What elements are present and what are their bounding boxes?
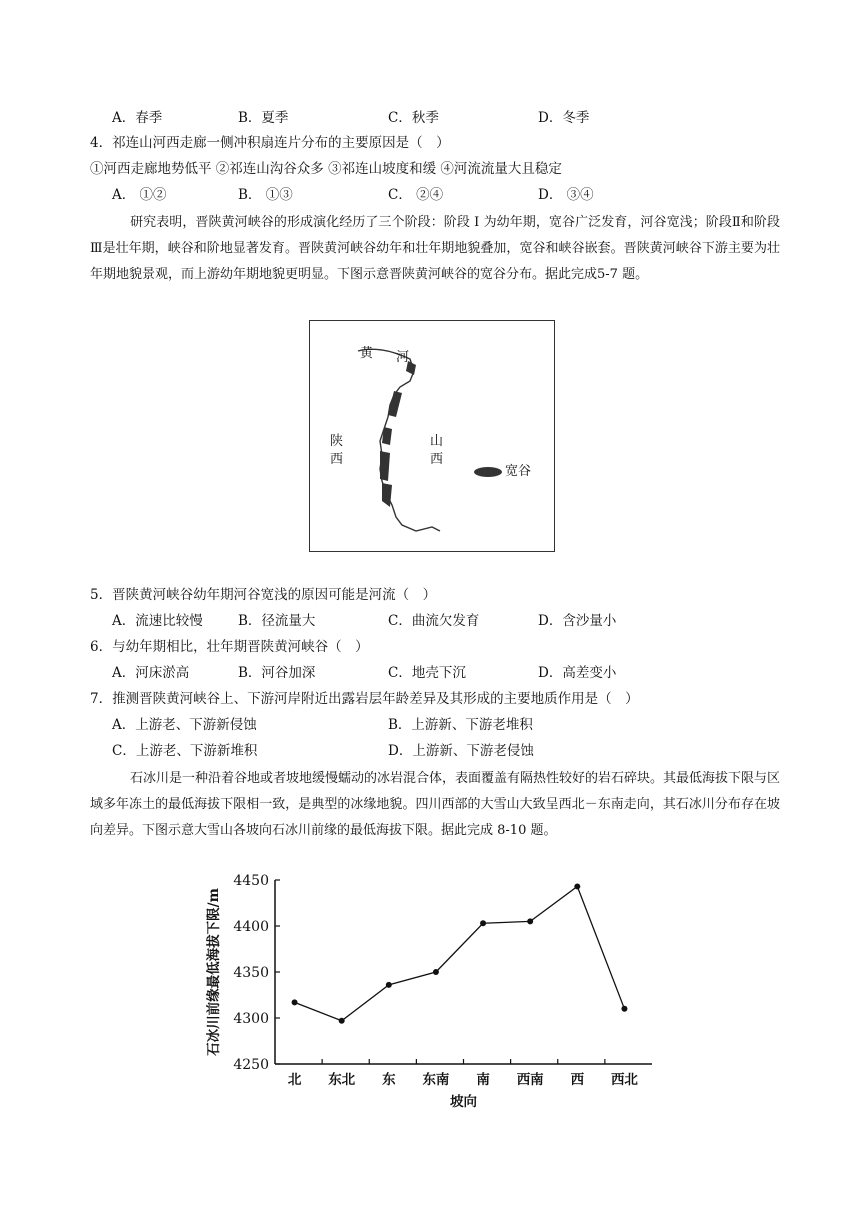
q3-option-d: D．冬季 [538, 110, 590, 126]
legend-swatch [474, 467, 502, 477]
q7-option-c: C．上游老、下游新堆积 [112, 743, 258, 759]
map-label-huang: 黄 [360, 346, 374, 361]
passage-1-text: 研究表明，晋陕黄河峡谷的形成演化经历了三个阶段：阶段 Ⅰ 为幼年期，宽谷广泛发育，河谷宽浅；阶段Ⅱ和阶段Ⅲ是壮年期，峡谷和阶地显著发育。晋陕黄河峡谷幼年和壮年期地貌叠加，宽谷和峡谷嵌套。晋陕黄河峡谷下游主要为壮年期地貌景观，而上游幼年期地貌更明显。下图示意晋陕黄河峡谷的宽谷分布。据此完成5-7 题。 [90, 215, 780, 282]
q4-option-d: D． ③④ [538, 187, 594, 203]
q3-option-a: A．春季 [112, 110, 163, 126]
x-tick-label: 东南 [422, 1072, 450, 1088]
y-tick-label: 4400 [233, 919, 269, 935]
q5-option-b: B．径流量大 [238, 613, 316, 629]
q6-option-c: C．地壳下沉 [388, 665, 466, 681]
q7-option-a: A．上游老、下游新侵蚀 [112, 717, 257, 733]
passage-2-text: 石冰川是一种沿着谷地或者坡地缓慢蠕动的冰岩混合体，表面覆盖有隔热性较好的岩石碎块。其最低海拔下限与区域多年冻土的最低海拔下限相一致，是典型的冰缘地貌。四川西部的大雪山大致呈西北－东南走向，其石冰川分布存在坡向差异。下图示意大雪山各坡向石冰川前缘的最低海拔下限。据此完成 8-10 题。 [90, 771, 781, 838]
map-label-shanxi: 山 西 [430, 434, 444, 467]
y-tick-label: 4250 [233, 1057, 269, 1073]
series-line [295, 886, 625, 1020]
map-label-he: 河 [396, 350, 410, 365]
wide-valley-mid-3 [380, 451, 390, 481]
q6-option-b: B．河谷加深 [238, 665, 316, 681]
x-tick-label: 西北 [610, 1072, 638, 1088]
q4-statements: ①河西走廊地势低平 ②祁连山沟谷众多 ③祁连山坡度和缓 ④河流流量大且稳定 [90, 161, 562, 177]
q4-stem: 4．祁连山河西走廊一侧冲积扇连片分布的主要原因是（ ） [90, 135, 450, 151]
q7-option-d: D．上游新、下游老侵蚀 [388, 743, 534, 759]
data-point [292, 999, 298, 1005]
y-tick-label: 4350 [233, 965, 269, 981]
q3-option-c: C．秋季 [388, 110, 439, 126]
yellow-river-path [358, 349, 440, 531]
q6-stem: 6．与幼年期相比，壮年期晋陕黄河峡谷（ ） [90, 639, 369, 655]
map-label-shaanxi: 陕 西 [330, 434, 344, 467]
q4-option-c: C． ②④ [388, 187, 444, 203]
q6-option-a: A．河床淤高 [112, 665, 190, 681]
q4-option-a: A． ①② [112, 187, 167, 203]
y-tick-label: 4300 [233, 1011, 269, 1027]
y-axis-label: 石冰川前缘最低海拔下限/m [206, 888, 222, 1056]
passage-1 [90, 210, 780, 288]
data-point [386, 982, 392, 988]
q7-option-b: B．上游新、下游老堆积 [388, 717, 533, 733]
q6-option-d: D．高差变小 [538, 665, 617, 681]
q5-stem: 5．晋陕黄河峡谷幼年期河谷宽浅的原因可能是河流（ ） [90, 587, 437, 603]
x-tick-label: 东北 [328, 1072, 356, 1088]
data-point [339, 1018, 345, 1024]
data-point [480, 920, 486, 926]
x-axis-label: 坡向 [450, 1094, 477, 1110]
y-tick-label: 4450 [233, 873, 269, 889]
x-tick-label: 西 [570, 1072, 585, 1088]
x-tick-label: 东 [382, 1072, 396, 1088]
map-legend-label: 宽谷 [505, 464, 532, 479]
q5-option-d: D．含沙量小 [538, 613, 617, 629]
q5-option-a: A．流速比较慢 [112, 613, 203, 629]
passage-2 [90, 766, 780, 844]
q3-option-b: B．夏季 [238, 110, 289, 126]
canyon-map [309, 320, 555, 552]
x-tick-label: 北 [287, 1072, 302, 1088]
rock-glacier-chart [200, 868, 700, 1118]
q7-stem: 7．推测晋陕黄河峡谷上、下游河岸附近出露岩层年龄差异及其形成的主要地质作用是（ ） [90, 691, 639, 707]
x-tick-label: 西南 [516, 1072, 544, 1088]
data-point [527, 918, 533, 924]
data-point [621, 1006, 627, 1012]
data-point [574, 883, 580, 889]
x-tick-label: 南 [476, 1072, 490, 1088]
q4-option-b: B． ①③ [238, 187, 293, 203]
data-point [433, 969, 439, 975]
q5-option-c: C．曲流欠发育 [388, 613, 480, 629]
